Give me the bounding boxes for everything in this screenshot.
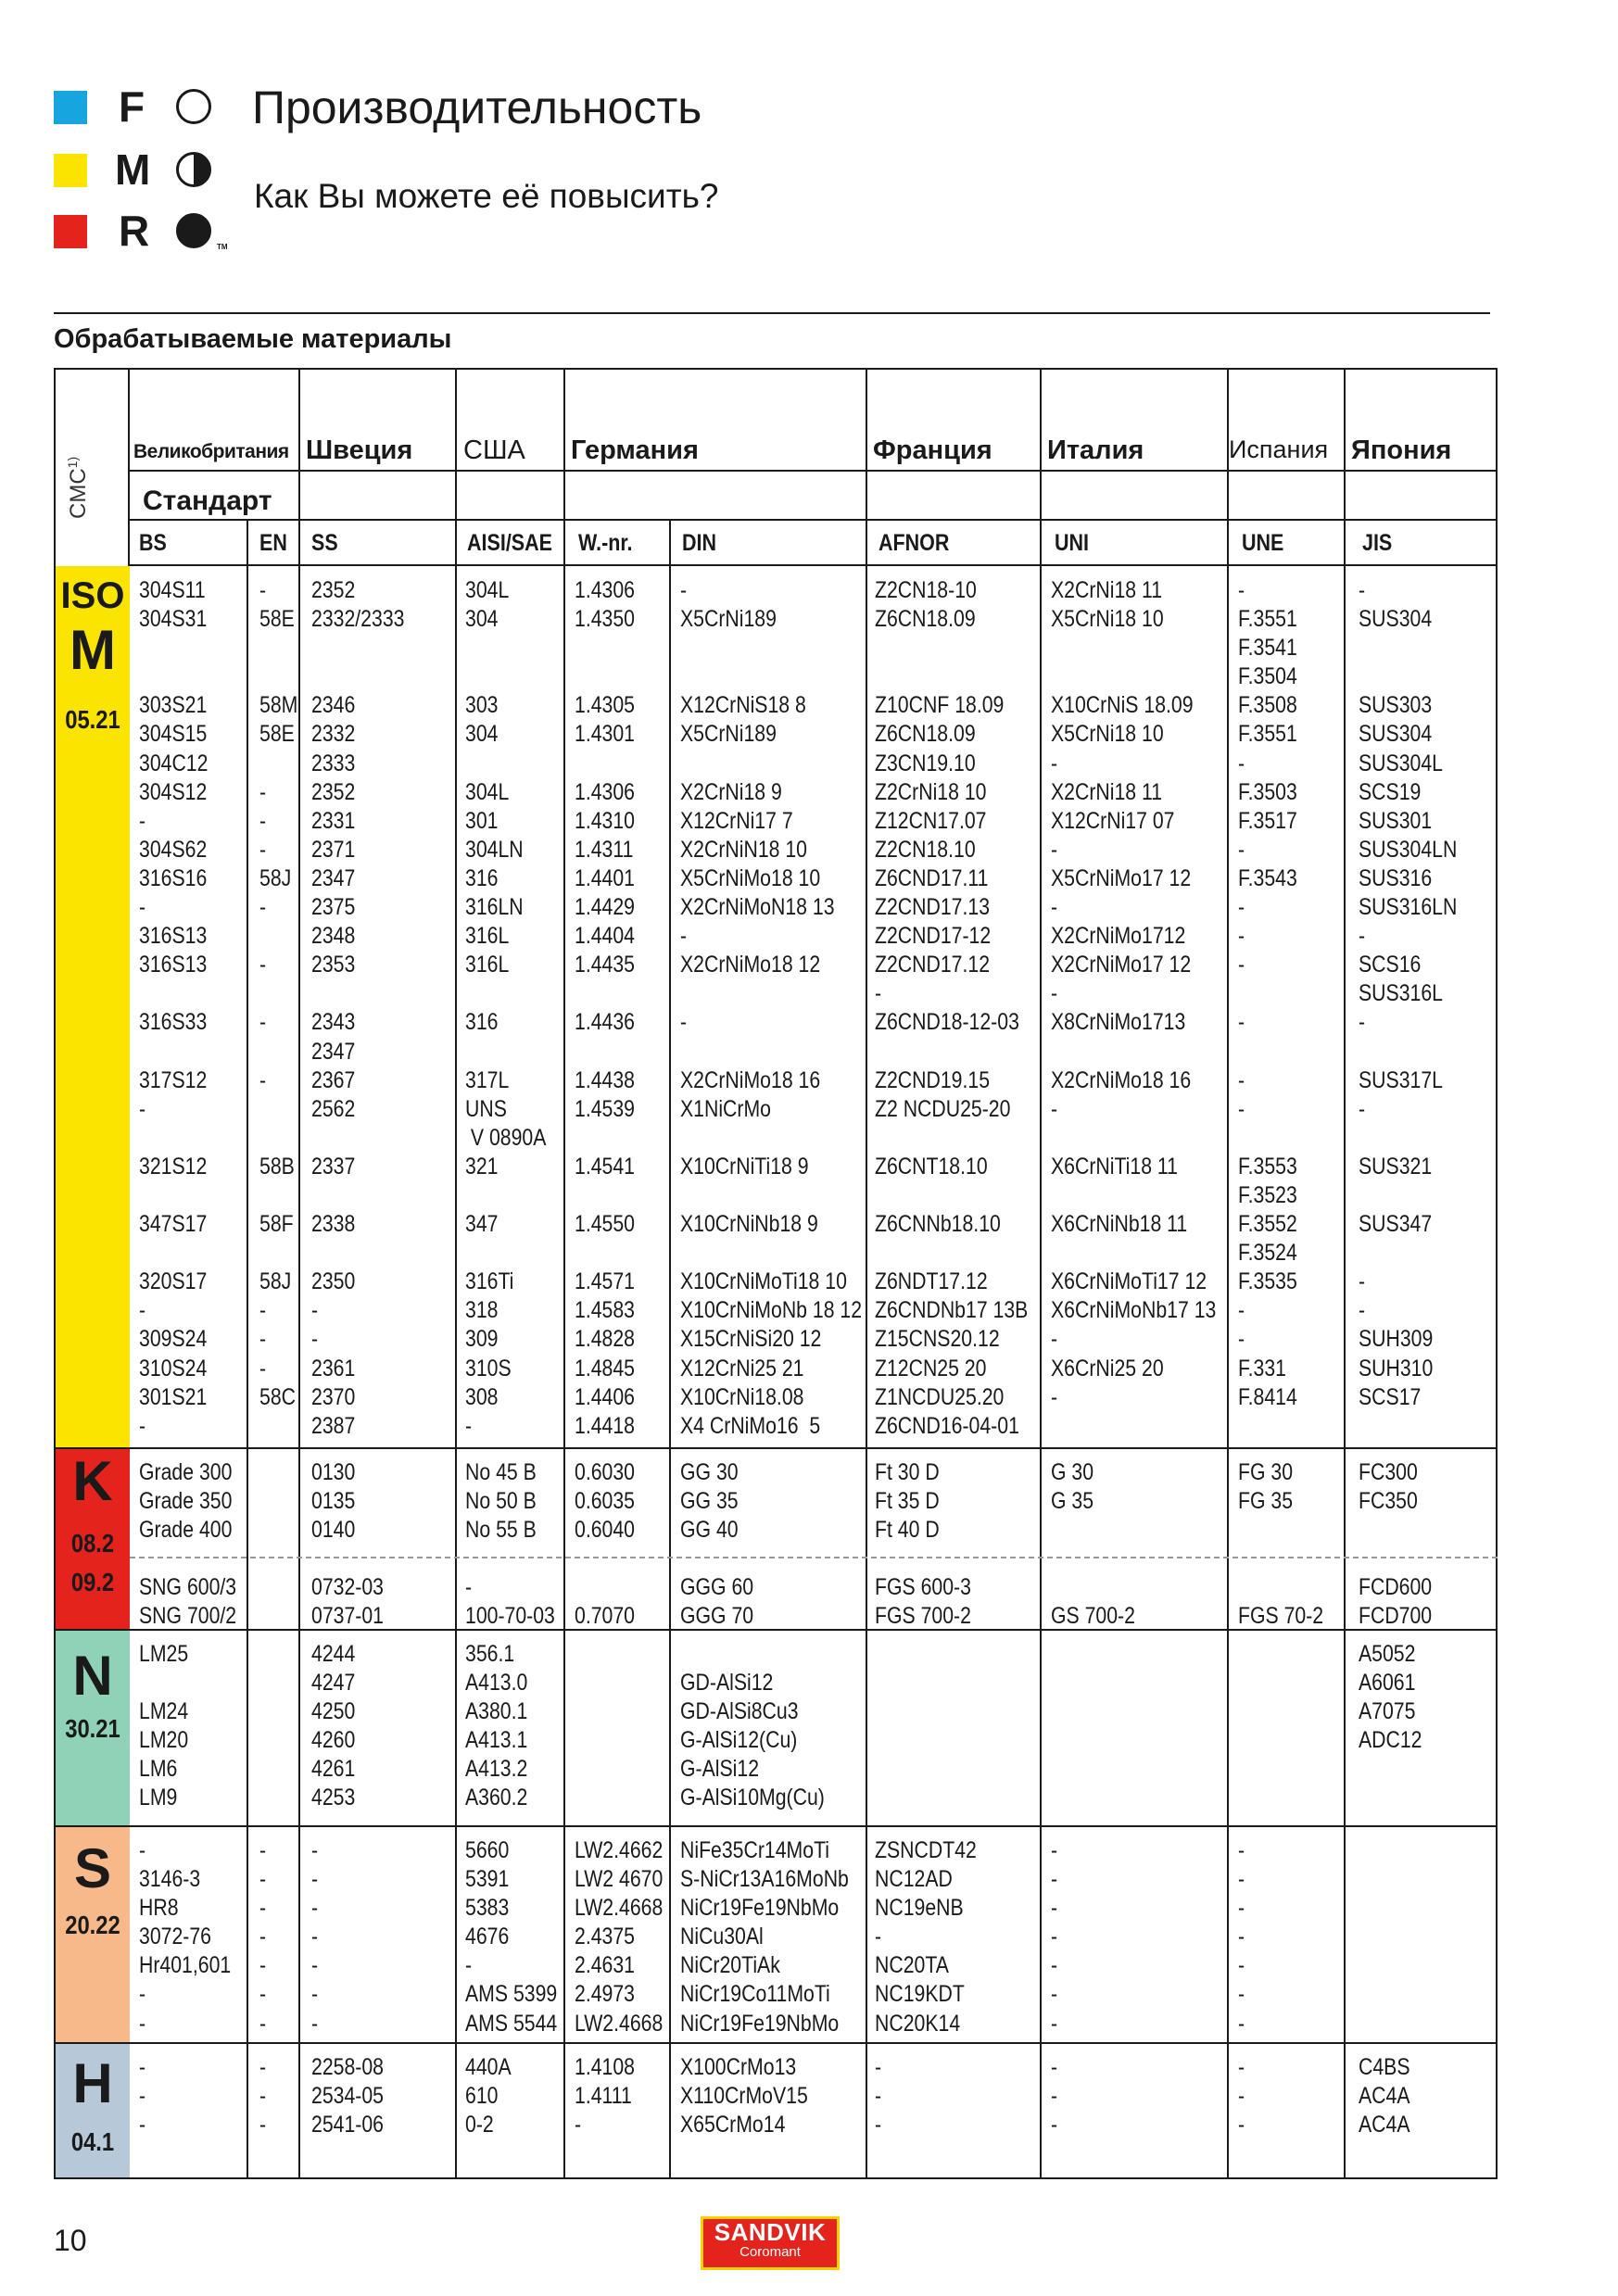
std-ss: SS bbox=[311, 530, 338, 556]
page-number: 10 bbox=[54, 2224, 87, 2257]
std-jis: JIS bbox=[1362, 530, 1393, 556]
m-afnor: Z2CN18-10 Z6CN18.09 Z10CNF 18.09 Z6CN18.09 Z3CN19.10 Z2CrNi18 10 Z12CN17.07 Z2CN18.10 Z6CND17.11 Z2CND17.13 Z2CND17-12 Z2CND17.12 - Z6CND18-12-03 Z2CND19.15 Z2 NCDU25-20 Z6CNT18.10 Z6CNNb18.10 Z6NDT17.12 Z6CNDNb17 13B Z15CNS20.12 Z12CN25 20 Z1NCDU25.20 Z6CND16-04-01 bbox=[875, 577, 1029, 1439]
m-en: - 58E 58M 58E - - - 58J - - - - 58B 58F 58J - - - 58C bbox=[259, 577, 298, 1410]
m-bs: 304S11 304S31 303S21 304S15 304C12 304S12 - 304S62 316S16 - 316S13 316S13 316S33 317S12 - 321S12 347S17 320S17 - 309S24 310S24 301S21 - bbox=[139, 577, 209, 1439]
group-code-m: 05.21 bbox=[65, 705, 120, 734]
row-divider bbox=[54, 1825, 1498, 1827]
group-code-k-b: 09.2 bbox=[70, 1568, 115, 1596]
s-aisi: 5660 5391 5383 4676 - AMS 5399 AMS 5544 bbox=[465, 1837, 558, 2037]
n-jis: A5052 A6061 A7075 ADC12 bbox=[1359, 1641, 1422, 1754]
col-divider bbox=[1040, 368, 1042, 2179]
country-jp: Япония bbox=[1351, 435, 1452, 465]
std-afnor: AFNOR bbox=[879, 530, 950, 556]
k-ss: 0130 0135 0140 0732-03 0737-01 bbox=[311, 1459, 384, 1630]
full-circle-icon bbox=[176, 213, 211, 248]
group-code-h: 04.1 bbox=[70, 2127, 115, 2156]
letter-m: M bbox=[115, 145, 151, 194]
col-divider bbox=[563, 368, 565, 2179]
page-title: Производительность bbox=[252, 82, 702, 133]
group-letter-m: M bbox=[70, 619, 116, 681]
cmc-label: CMC$^{1)}$ bbox=[65, 456, 91, 519]
country-uk: Великобритания bbox=[133, 441, 289, 462]
col-divider bbox=[866, 368, 867, 2179]
group-n-band bbox=[56, 1631, 130, 1825]
s-din: NiFe35Cr14MoTi S-NiCr13A16MoNb NiCr19Fe19NbMo NiCu30Al NiCr20TiAk NiCr19Co11MoTi NiCr19Fe19NbMo bbox=[680, 1837, 849, 2037]
page-subtitle: Как Вы можете её повысить? bbox=[254, 177, 719, 215]
n-bs: LM25 LM24 LM20 LM6 LM9 bbox=[139, 1641, 189, 1811]
row-divider bbox=[128, 564, 1498, 566]
k-aisi: No 45 B No 50 B No 55 B - 100-70-03 bbox=[465, 1459, 555, 1630]
s-bs: - 3146-3 HR8 3072-76 Hr401,601 - - bbox=[139, 1837, 232, 2037]
s-ss: - - - - - - - bbox=[311, 1837, 319, 2037]
m-uni: X2CrNi18 11 X5CrNi18 10 X10CrNiS 18.09 X5CrNi18 10 - X2CrNi18 11 X12CrNi17 07 - X5CrNiMo17 12 - X2CrNiMo1712 X2CrNiMo17 12 - X8CrNiMo1713 X2CrNiMo18 16 - X6CrNiTi18 11 X6CrNiNb18 11 X6CrNiMoTi17 12 X6CrNiMoNb17 13 - X6CrNi25 20 - bbox=[1051, 577, 1217, 1410]
h-afnor: - - - bbox=[875, 2054, 882, 2138]
group-code-s: 20.22 bbox=[65, 1911, 120, 1939]
header-rule bbox=[54, 312, 1490, 314]
col-divider bbox=[1227, 368, 1229, 2179]
m-din: - X5CrNi189 X12CrNiS18 8 X5CrNi189 X2CrNi18 9 X12CrNi17 7 X2CrNiN18 10 X5CrNiMo18 10 X2CrNiMoN18 13 - X2CrNiMo18 12 - X2CrNiMo18 16 X1NiCrMo X10CrNiTi18 9 X10CrNiNb18 9 X10CrNiMoTi18 10 X10CrNiMoNb 18 12 X15CrNiSi20 12 X12CrNi25 21 X10CrNi18.08 X4 CrNiMo16 5 bbox=[680, 577, 863, 1439]
k-uni: G 30 G 35 GS 700-2 bbox=[1051, 1459, 1135, 1630]
s-wnr: LW2.4662 LW2 4670 LW2.4668 2.4375 2.4631 2.4973 LW2.4668 bbox=[575, 1837, 664, 2037]
k-afnor: Ft 30 D Ft 35 D Ft 40 D FGS 600-3 FGS 700-2 bbox=[875, 1459, 971, 1630]
n-din: GD-AlSi12 GD-AlSi8Cu3 G-AlSi12(Cu) G-AlSi12 G-AlSi10Mg(Cu) bbox=[680, 1670, 825, 1811]
group-code-k-a: 08.2 bbox=[70, 1529, 115, 1558]
s-en: - - - - - - - bbox=[259, 1837, 267, 2037]
h-jis: C4BS AC4A AC4A bbox=[1359, 2054, 1410, 2138]
std-en: EN bbox=[259, 530, 287, 556]
group-s-band bbox=[56, 1827, 130, 2042]
std-une: UNE bbox=[1242, 530, 1284, 556]
empty-circle-icon bbox=[176, 89, 211, 124]
group-letter-n: N bbox=[72, 1645, 113, 1707]
letter-r: R bbox=[119, 207, 150, 255]
group-k-band bbox=[56, 1449, 130, 1629]
trademark: TM bbox=[217, 243, 228, 251]
yellow-square bbox=[54, 154, 87, 187]
k-une: FG 30 FG 35 FGS 70-2 bbox=[1238, 1459, 1324, 1630]
s-uni: - - - - - - - bbox=[1051, 1837, 1058, 2037]
row-divider bbox=[54, 2042, 1498, 2044]
row-divider bbox=[128, 470, 1498, 472]
group-letter-h: H bbox=[72, 2052, 113, 2114]
k-wnr: 0.6030 0.6035 0.6040 0.7070 bbox=[575, 1459, 635, 1630]
h-une: - - - bbox=[1238, 2054, 1245, 2138]
h-aisi: 440A 610 0-2 bbox=[465, 2054, 512, 2138]
group-h-band bbox=[56, 2044, 130, 2177]
std-bs: BS bbox=[139, 530, 167, 556]
blue-square bbox=[54, 91, 87, 124]
country-us: США bbox=[463, 435, 525, 465]
std-uni: UNI bbox=[1055, 530, 1090, 556]
k-jis: FC300 FC350 FCD600 FCD700 bbox=[1359, 1459, 1433, 1630]
m-ss: 2352 2332/2333 2346 2332 2333 2352 2331 2371 2347 2375 2348 2353 2343 2347 2367 2562 2337 2338 2350 - - 2361 2370 2387 bbox=[311, 577, 405, 1439]
brand-sub: Coromant bbox=[739, 2244, 801, 2260]
m-une: - F.3551 F.3541 F.3504 F.3508 F.3551 - F.3503 F.3517 - F.3543 - - - - - - F.3553 F.3523 F.3552 F.3524 F.3535 - - F.331 F.8414 bbox=[1238, 577, 1297, 1410]
row-divider bbox=[54, 1447, 1498, 1449]
n-ss: 4244 4247 4250 4260 4261 4253 bbox=[311, 1641, 356, 1811]
country-de: Германия bbox=[571, 435, 699, 465]
std-wnr: W.-nr. bbox=[578, 530, 633, 556]
col-divider bbox=[455, 368, 457, 2179]
s-afnor: ZSNCDT42 NC12AD NC19eNB - NC20TA NC19KDT NC20K14 bbox=[875, 1837, 977, 2037]
m-wnr: 1.4306 1.4350 1.4305 1.4301 1.4306 1.4310 1.4311 1.4401 1.4429 1.4404 1.4435 1.4436 1.4438 1.4539 1.4541 1.4550 1.4571 1.4583 1.4828 1.4845 1.4406 1.4418 bbox=[575, 577, 635, 1439]
half-circle-icon bbox=[176, 152, 211, 187]
country-fr: Франция bbox=[873, 435, 992, 465]
group-code-n: 30.21 bbox=[65, 1714, 120, 1743]
row-divider bbox=[128, 519, 1498, 521]
s-une: - - - - - - - bbox=[1238, 1837, 1245, 2037]
group-letter-s: S bbox=[73, 1837, 112, 1899]
m-aisi: 304L 304 303 304 304L 301 304LN 316 316LN 316L 316L 316 317L UNS V 0890A 321 347 316Ti 318 309 310S 308 - bbox=[465, 577, 547, 1439]
h-ss: 2258-08 2534-05 2541-06 bbox=[311, 2054, 384, 2138]
col-divider bbox=[246, 519, 248, 2179]
col-divider bbox=[669, 519, 671, 2179]
h-wnr: 1.4108 1.4111 - bbox=[575, 2054, 635, 2138]
group-letter-k: K bbox=[72, 1450, 113, 1512]
country-es: Испания bbox=[1229, 435, 1329, 463]
country-it: Италия bbox=[1047, 435, 1144, 465]
letter-f: F bbox=[119, 82, 145, 131]
std-din: DIN bbox=[682, 530, 717, 556]
country-se: Швеция bbox=[306, 435, 413, 465]
brand-name: SANDVIK bbox=[714, 2218, 827, 2246]
n-aisi: 356.1 A413.0 A380.1 A413.1 A413.2 A360.2 bbox=[465, 1641, 528, 1811]
group-m-band bbox=[56, 566, 130, 1447]
col-divider bbox=[1344, 368, 1346, 2179]
col-divider bbox=[298, 368, 300, 2179]
h-uni: - - - bbox=[1051, 2054, 1058, 2138]
std-aisi: AISI/SAE bbox=[467, 530, 553, 556]
h-bs: - - - bbox=[139, 2054, 146, 2138]
red-square bbox=[54, 215, 87, 248]
iso-label: ISO bbox=[60, 575, 125, 616]
k-din: GG 30 GG 35 GG 40 GGG 60 GGG 70 bbox=[680, 1459, 754, 1630]
m-jis: - SUS304 SUS303 SUS304 SUS304L SCS19 SUS301 SUS304LN SUS316 SUS316LN - SCS16 SUS316L - SUS317L - SUS321 SUS347 - - SUH309 SUH310 SCS17 bbox=[1359, 577, 1458, 1410]
section-title: Обрабатываемые материалы bbox=[54, 324, 452, 354]
h-din: X100CrMo13 X110CrMoV15 X65CrMo14 bbox=[680, 2054, 808, 2138]
k-bs: Grade 300 Grade 350 Grade 400 SNG 600/3 SNG 700/2 bbox=[139, 1459, 237, 1630]
sandvik-logo bbox=[701, 2216, 840, 2270]
h-en: - - - bbox=[259, 2054, 267, 2138]
standard-label: Стандарт bbox=[143, 486, 272, 516]
